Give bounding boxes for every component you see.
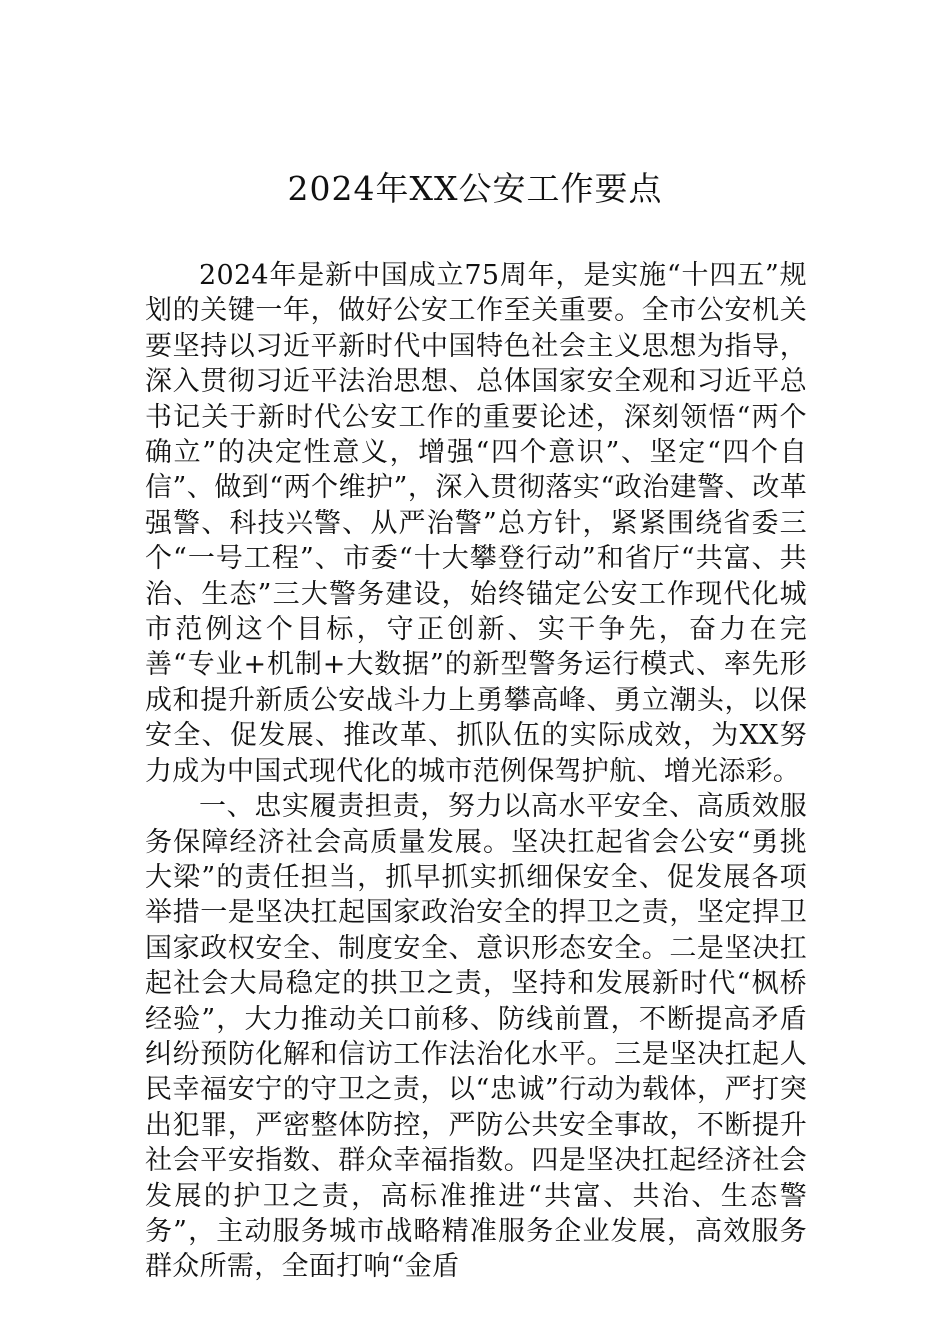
document-title: 2024年XX公安工作要点 bbox=[287, 169, 663, 208]
paragraph-intro: 2024年是新中国成立75周年，是实施“十四五”规划的关键一年，做好公安工作至关重要。全市公安机关要坚持以习近平新时代中国特色社会主义思想为指导，深入贯彻习近平法治思想、总体国家安全观和习近平总书记关于新时代公安工作的重要论述，深刻领悟“两个确立”的决定性意义，增强“四个意识”、坚定“四个自信”、做到“两个维护”，深入贯彻落实“政治建警、改革强警、科技兴警、从严治警”总方针，紧紧围绕省委三个“一号工程”、市委“十大攀登行动”和省厅“共富、共治、生态”三大警务建设，始终锚定公安工作现代化城市范例这个目标，守正创新、实干争先，奋力在完善“专业+机制+大数据”的新型警务运行模式、率先形成和提升新质公安战斗力上勇攀高峰、勇立潮头，以保安全、促发展、推改革、抓队伍的实际成效，为XX努力成为中国式现代化的城市范例保驾护航、增光添彩。 bbox=[145, 260, 807, 787]
paragraph-section-one: 一、忠实履责担责，努力以高水平安全、高质效服务保障经济社会高质量发展。坚决扛起省会公安“勇挑大梁”的责任担当，抓早抓实抓细保安全、促发展各项举措一是坚决扛起国家政治安全的捍卫之责，坚定捍卫国家政权安全、制度安全、意识形态安全。二是坚决扛起社会大局稳定的拱卫之责，坚持和发展新时代“枫桥经验”，大力推动关口前移、防线前置，不断提高矛盾纠纷预防化解和信访工作法治化水平。三是坚决扛起人民幸福安宁的守卫之责，以“忠诚”行动为载体，严打突出犯罪，严密整体防控，严防公共安全事故，不断提升社会平安指数、群众幸福指数。四是坚决扛起经济社会发展的护卫之责，高标准推进“共富、共治、生态警务”，主动服务城市战略精准服务企业发展，高效服务群众所需，全面打响“金盾 bbox=[145, 791, 807, 1283]
document-body bbox=[145, 258, 807, 1285]
